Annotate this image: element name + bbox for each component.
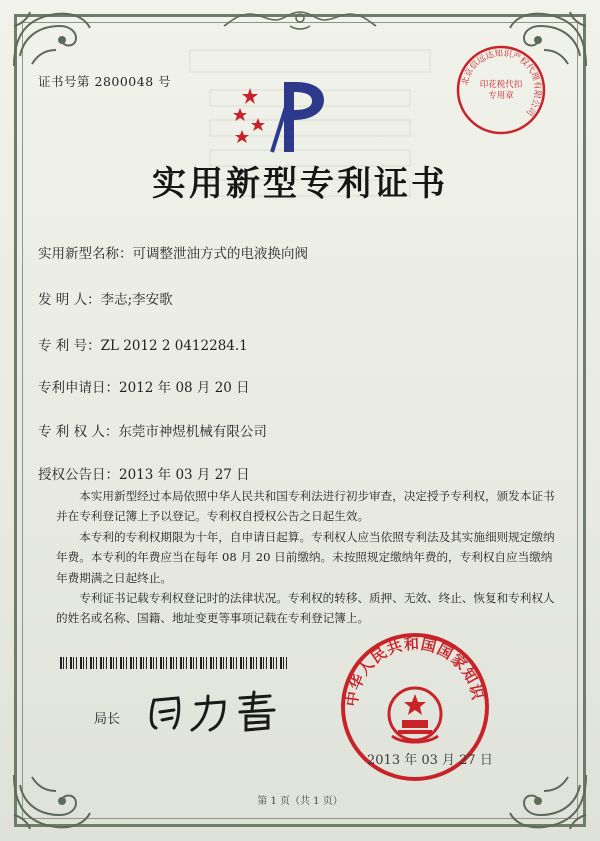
field-value: 东莞市神煜机械有限公司 (118, 424, 267, 440)
seal-date: 2013 年 03 月 27 日 (367, 753, 493, 768)
certificate-number-suffix: 号 (158, 74, 172, 89)
field-value: ZL 2012 2 0412284.1 (100, 338, 248, 354)
director-signature (140, 688, 300, 736)
field-application-date (38, 376, 250, 396)
body-paragraph: 本专利的专利权期限为十年，自申请日起算。专利权人应当依照专利法及其实施细则规定缴纳年费。本专利的年费应当在每年 08 月 20 日前缴纳。未按照规定缴纳年费的，专利权自应当缴纳年费期满之日起终止。 (56, 529, 555, 585)
certificate-number (38, 72, 171, 90)
certificate-title: 实用新型专利证书 (152, 164, 448, 204)
body-paragraph: 专利证书记载专利权登记时的法律状况。专利权的转移、质押、无效、终止、恢复和专利权人的姓名或名称、国籍、地址变更等事项记载在专利登记簿上。 (56, 591, 555, 626)
corner-ornament-icon (6, 6, 96, 76)
field-label: 专 利 号： (38, 338, 101, 354)
field-label: 专利申请日： (38, 380, 119, 396)
field-value: 李志;李安歌 (100, 292, 173, 308)
svg-text:中华人民共和国国家知识产权局 (340, 632, 487, 708)
page-indicator: 第 1 页（共 1 页） (257, 796, 343, 807)
barcode-icon (60, 654, 290, 666)
field-value: 2012 年 08 月 20 日 (119, 380, 250, 396)
field-utility-model-name (38, 242, 308, 262)
certificate-number-label: 证书号第 (38, 74, 91, 89)
body-paragraph: 本实用新型经过本局依照中华人民共和国专利法进行初步审查，决定授予专利权，颁发本证书并在专利登记簿上予以登记。专利权自授权公告之日起生效。 (56, 489, 555, 524)
certificate-body (56, 486, 556, 629)
field-patent-number (38, 334, 248, 354)
director-title: 局长 (94, 712, 121, 727)
field-inventor (38, 288, 173, 308)
field-value: 2013 年 03 月 27 日 (119, 467, 250, 483)
field-label: 授权公告日： (38, 467, 119, 483)
field-label: 实用新型名称： (38, 246, 133, 262)
field-grant-date (38, 463, 250, 483)
field-patentee (38, 420, 267, 440)
patent-office-logo-icon (232, 78, 332, 156)
certificate-number-value: 2800048 (94, 74, 154, 89)
large-seal-ring-text: 中华人民共和国国家知识 (342, 634, 487, 708)
small-seal-ring-text: 北京信远达知识产权代理有限公司 (460, 48, 543, 118)
small-seal-center-text: 印花税代扣专用章 (479, 80, 523, 101)
field-label: 专 利 权 人： (38, 424, 119, 440)
field-value: 可调整泄油方式的电液换向阀 (132, 246, 308, 262)
field-label: 发 明 人： (38, 292, 101, 308)
